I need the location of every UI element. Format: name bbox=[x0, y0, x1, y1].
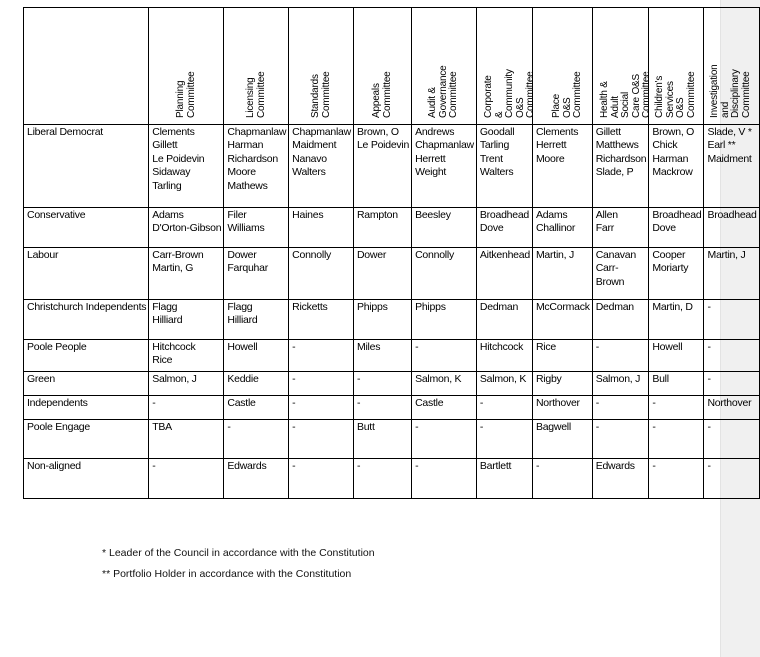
member-cell bbox=[704, 340, 759, 372]
member-name: Maidment bbox=[292, 139, 337, 152]
member-name: Howell bbox=[652, 341, 683, 353]
member-name: - bbox=[152, 397, 156, 409]
member-cell bbox=[289, 396, 354, 420]
member-name: Phipps bbox=[356, 301, 388, 313]
member-name: Mackrow bbox=[652, 166, 693, 179]
member-name: Slade, P bbox=[595, 166, 634, 179]
party-group-cell: Poole Engage bbox=[24, 420, 149, 459]
member-cell bbox=[704, 396, 759, 420]
member-name: Harman bbox=[227, 139, 264, 152]
member-name: Phipps bbox=[415, 301, 446, 313]
member-name: Broadhead bbox=[707, 209, 757, 221]
member-name: Salmon, J bbox=[595, 373, 641, 385]
member-name: - bbox=[415, 460, 419, 472]
member-name: Flagg bbox=[152, 301, 178, 313]
member-cell bbox=[532, 300, 592, 340]
member-name: Matthews bbox=[595, 139, 639, 152]
member-cell bbox=[149, 208, 224, 248]
member-name: Herrett bbox=[415, 152, 446, 165]
member-name: - bbox=[535, 460, 540, 472]
member-name: - bbox=[292, 341, 296, 353]
member-name: Butt bbox=[356, 421, 375, 433]
member-cell bbox=[149, 340, 224, 372]
table-row bbox=[24, 340, 760, 372]
member-cell bbox=[476, 248, 532, 300]
member-cell bbox=[289, 300, 354, 340]
member-name: Northover bbox=[707, 397, 752, 409]
member-name: Slade, V * bbox=[707, 126, 752, 138]
member-name: Bull bbox=[652, 373, 669, 385]
member-cell bbox=[649, 459, 704, 499]
member-name: Herrett bbox=[535, 139, 567, 152]
member-cell bbox=[289, 248, 354, 300]
footnote-portfolio-holder: ** Portfolio Holder in accordance with the Constitution bbox=[102, 568, 352, 580]
party-group-cell: Poole People bbox=[24, 340, 149, 372]
member-cell bbox=[592, 396, 649, 420]
member-name: Broadhead bbox=[652, 209, 702, 221]
member-cell bbox=[412, 459, 477, 499]
member-name: - bbox=[707, 373, 711, 385]
member-name: Salmon, K bbox=[479, 373, 527, 385]
member-name: Challinor bbox=[535, 222, 576, 235]
member-cell bbox=[224, 340, 289, 372]
member-name: Moriarty bbox=[652, 262, 689, 275]
member-name: Connolly bbox=[292, 249, 332, 261]
member-name: Miles bbox=[356, 341, 381, 353]
member-name: Dove bbox=[479, 222, 504, 235]
party-group-cell: Liberal Democrat bbox=[24, 125, 149, 208]
member-cell bbox=[224, 208, 289, 248]
member-name: Bartlett bbox=[479, 460, 512, 472]
member-name: - bbox=[479, 397, 484, 409]
member-name: Tarling bbox=[479, 139, 510, 152]
member-name: - bbox=[356, 460, 361, 472]
member-name: Adams bbox=[152, 209, 184, 221]
member-name: Goodall bbox=[479, 126, 515, 138]
member-name: Martin, G bbox=[152, 262, 194, 275]
party-group-cell: Independents bbox=[24, 396, 149, 420]
party-group-cell: Conservative bbox=[24, 208, 149, 248]
member-name: Northover bbox=[535, 397, 580, 409]
member-name: Rampton bbox=[356, 209, 398, 221]
member-name: Canavan bbox=[595, 249, 636, 261]
member-cell bbox=[649, 125, 704, 208]
member-cell bbox=[592, 420, 649, 459]
member-name: TBA bbox=[152, 421, 172, 433]
member-name: Dower bbox=[356, 249, 387, 261]
member-name: - bbox=[356, 373, 361, 385]
member-name: Martin, D bbox=[652, 301, 693, 313]
member-name: Mathews bbox=[227, 179, 268, 192]
member-cell bbox=[289, 372, 354, 396]
member-name: Howell bbox=[227, 341, 258, 353]
member-name: Sidaway bbox=[152, 166, 191, 179]
member-name: Dove bbox=[652, 222, 676, 235]
committee-name: Health & Adult Social Care O&S Committee bbox=[598, 71, 652, 118]
member-cell bbox=[592, 125, 649, 208]
member-name: - bbox=[595, 421, 599, 433]
member-name: D'Orton-Gibson bbox=[152, 222, 222, 235]
member-name: Moore bbox=[535, 152, 565, 165]
party-group-cell: Labour bbox=[24, 248, 149, 300]
member-cell bbox=[532, 396, 592, 420]
member-name: Bagwell bbox=[535, 421, 571, 433]
member-name: Chick bbox=[652, 139, 678, 152]
member-name: - bbox=[152, 460, 156, 472]
member-cell bbox=[532, 420, 592, 459]
member-cell bbox=[704, 208, 759, 248]
member-name: Adams bbox=[535, 209, 568, 221]
member-cell bbox=[353, 396, 411, 420]
member-cell bbox=[289, 125, 354, 208]
member-cell bbox=[704, 300, 759, 340]
member-cell bbox=[649, 340, 704, 372]
member-name: Chapmanlaw bbox=[415, 139, 474, 152]
member-name: Chapmanlaw bbox=[292, 126, 351, 138]
member-cell bbox=[476, 459, 532, 499]
committee-name: Appeals Committee bbox=[370, 71, 393, 118]
member-name: - bbox=[356, 397, 361, 409]
member-cell bbox=[224, 420, 289, 459]
member-cell bbox=[412, 300, 477, 340]
header-row bbox=[24, 8, 760, 125]
member-name: Clements bbox=[152, 126, 195, 138]
member-name: Cooper bbox=[652, 249, 686, 261]
member-name: Gillett bbox=[595, 126, 621, 138]
member-cell bbox=[532, 248, 592, 300]
member-cell bbox=[353, 420, 411, 459]
member-cell bbox=[353, 125, 411, 208]
committee-name: Licensing Committee bbox=[245, 71, 267, 118]
committee-header-cell bbox=[532, 8, 592, 125]
committee-header-cell bbox=[412, 8, 477, 125]
member-name: Flagg bbox=[227, 301, 253, 313]
member-cell bbox=[592, 372, 649, 396]
header-corner-cell bbox=[24, 8, 149, 125]
committee-header-cell bbox=[704, 8, 759, 125]
member-name: Andrews bbox=[415, 126, 455, 138]
table-row bbox=[24, 420, 760, 459]
member-cell bbox=[592, 208, 649, 248]
member-name: Allen bbox=[595, 209, 618, 221]
member-name: Filer bbox=[227, 209, 247, 221]
member-name: Trent bbox=[479, 152, 503, 165]
member-cell bbox=[649, 420, 704, 459]
member-name: Rigby bbox=[535, 373, 562, 385]
member-cell bbox=[649, 248, 704, 300]
member-cell bbox=[412, 372, 477, 396]
member-name: Richardson bbox=[595, 152, 647, 165]
member-cell bbox=[592, 459, 649, 499]
member-cell bbox=[224, 125, 289, 208]
party-group-cell: Non-aligned bbox=[24, 459, 149, 499]
member-cell bbox=[412, 340, 477, 372]
member-name: Edwards bbox=[227, 460, 267, 472]
member-name: Earl ** bbox=[707, 139, 736, 152]
member-cell bbox=[149, 459, 224, 499]
member-name: - bbox=[707, 301, 711, 313]
member-cell bbox=[592, 340, 649, 372]
member-cell bbox=[412, 420, 477, 459]
member-cell bbox=[476, 340, 532, 372]
member-name: Dedman bbox=[595, 301, 634, 313]
committee-header-cell bbox=[149, 8, 224, 125]
member-name: - bbox=[652, 397, 656, 409]
member-name: - bbox=[707, 421, 711, 433]
member-name: Tarling bbox=[152, 179, 182, 192]
committee-header-cell bbox=[649, 8, 704, 125]
member-name: Dedman bbox=[479, 301, 519, 313]
member-cell bbox=[649, 300, 704, 340]
member-cell bbox=[353, 300, 411, 340]
member-name: - bbox=[652, 421, 656, 433]
member-name: Salmon, J bbox=[152, 373, 197, 385]
committee-header-cell bbox=[353, 8, 411, 125]
member-name: - bbox=[292, 397, 296, 409]
member-cell bbox=[149, 125, 224, 208]
table-row bbox=[24, 300, 760, 340]
member-cell bbox=[532, 459, 592, 499]
member-cell bbox=[649, 208, 704, 248]
committee-name: Audit & Governance Committee bbox=[427, 65, 460, 118]
member-name: - bbox=[707, 460, 711, 472]
member-cell bbox=[149, 396, 224, 420]
member-name: Walters bbox=[479, 166, 514, 179]
member-cell bbox=[649, 372, 704, 396]
member-name: Le Poidevin bbox=[152, 152, 205, 165]
member-name: Castle bbox=[415, 397, 444, 409]
member-cell bbox=[476, 300, 532, 340]
member-cell bbox=[289, 208, 354, 248]
footnote-leader: * Leader of the Council in accordance with the Constitution bbox=[102, 547, 375, 559]
member-cell bbox=[224, 248, 289, 300]
member-name: Farr bbox=[595, 222, 614, 235]
member-name: Walters bbox=[292, 166, 326, 179]
member-cell bbox=[353, 248, 411, 300]
member-cell bbox=[532, 340, 592, 372]
member-name: Carr-Brown bbox=[152, 249, 204, 261]
member-name: - bbox=[479, 421, 484, 433]
member-cell bbox=[412, 125, 477, 208]
member-name: Richardson bbox=[227, 152, 278, 165]
member-name: Rice bbox=[152, 354, 173, 367]
member-name: Brown, O bbox=[356, 126, 399, 138]
committee-header-cell bbox=[476, 8, 536, 125]
member-cell bbox=[532, 208, 592, 248]
member-name: - bbox=[292, 373, 296, 385]
member-name: Chapmanlaw bbox=[227, 126, 287, 138]
committee-membership-table bbox=[23, 7, 760, 499]
table-row bbox=[24, 459, 760, 499]
member-cell bbox=[532, 125, 592, 208]
committee-header-cell bbox=[592, 8, 652, 125]
committee-name: Children's Services O&S Committee bbox=[654, 71, 697, 118]
member-name: Brown, O bbox=[652, 126, 695, 138]
member-name: Keddie bbox=[227, 373, 259, 385]
member-cell bbox=[704, 248, 759, 300]
table-row bbox=[24, 372, 760, 396]
member-name: Hitchcock bbox=[479, 341, 524, 353]
member-cell bbox=[704, 420, 759, 459]
member-name: - bbox=[707, 341, 711, 353]
member-name: Weight bbox=[415, 166, 447, 179]
member-name: - bbox=[415, 421, 419, 433]
member-cell bbox=[592, 300, 649, 340]
member-name: Gillett bbox=[152, 139, 178, 152]
member-cell bbox=[704, 459, 759, 499]
member-name: Edwards bbox=[595, 460, 635, 472]
member-cell bbox=[592, 248, 649, 300]
member-name: - bbox=[227, 421, 231, 433]
member-cell bbox=[289, 340, 354, 372]
member-name: Hitchcock bbox=[152, 341, 196, 353]
member-name: Williams bbox=[227, 222, 265, 235]
member-cell bbox=[649, 396, 704, 420]
footnotes bbox=[102, 546, 375, 588]
table-row bbox=[24, 396, 760, 420]
member-cell bbox=[412, 396, 477, 420]
committee-header-cell bbox=[289, 8, 354, 125]
member-name: Harman bbox=[652, 152, 689, 165]
committee-name: Place O&S Committee bbox=[550, 71, 583, 118]
member-cell bbox=[476, 208, 532, 248]
member-name: Castle bbox=[227, 397, 256, 409]
member-cell bbox=[476, 420, 532, 459]
member-cell bbox=[476, 125, 532, 208]
member-cell bbox=[412, 208, 477, 248]
member-name: - bbox=[292, 460, 296, 472]
committee-name: Investigation and Disciplinary Committee bbox=[709, 64, 752, 118]
member-cell bbox=[289, 420, 354, 459]
table-row bbox=[24, 125, 760, 208]
member-cell bbox=[149, 300, 224, 340]
party-group-cell: Green bbox=[24, 372, 149, 396]
committee-name: Planning Committee bbox=[175, 71, 197, 118]
member-cell bbox=[149, 248, 224, 300]
member-cell bbox=[704, 372, 759, 396]
member-cell bbox=[412, 248, 477, 300]
member-cell bbox=[289, 459, 354, 499]
member-cell bbox=[704, 125, 759, 208]
committee-header-cell bbox=[224, 8, 289, 125]
member-cell bbox=[476, 396, 532, 420]
table-row bbox=[24, 208, 760, 248]
member-name: Aitkenhead bbox=[479, 249, 530, 261]
member-cell bbox=[149, 372, 224, 396]
member-name: Brown bbox=[595, 275, 625, 288]
member-name: Rice bbox=[535, 341, 556, 353]
member-cell bbox=[353, 208, 411, 248]
member-name: - bbox=[595, 397, 599, 409]
member-name: Maidment bbox=[707, 152, 752, 165]
member-name: Carr- bbox=[595, 262, 619, 275]
member-cell bbox=[224, 396, 289, 420]
member-cell bbox=[353, 372, 411, 396]
member-name: - bbox=[292, 421, 296, 433]
member-name: Clements bbox=[535, 126, 579, 138]
member-name: Ricketts bbox=[292, 301, 328, 313]
member-name: Farquhar bbox=[227, 262, 268, 275]
member-cell bbox=[224, 459, 289, 499]
member-name: - bbox=[652, 460, 656, 472]
table-row bbox=[24, 248, 760, 300]
member-name: - bbox=[595, 341, 599, 353]
member-name: Broadhead bbox=[479, 209, 530, 221]
member-cell bbox=[353, 340, 411, 372]
member-name: Martin, J bbox=[707, 249, 746, 261]
committee-name: Corporate & Community O&S Committee bbox=[482, 69, 536, 118]
member-name: - bbox=[415, 341, 419, 353]
member-cell bbox=[224, 300, 289, 340]
member-name: Dower bbox=[227, 249, 257, 261]
member-name: McCormack bbox=[535, 301, 590, 313]
member-cell bbox=[532, 372, 592, 396]
member-name: Hilliard bbox=[152, 314, 183, 327]
member-name: Le Poidevin bbox=[356, 139, 410, 152]
member-name: Hilliard bbox=[227, 314, 258, 327]
member-name: Nanavo bbox=[292, 152, 327, 165]
member-name: Beesley bbox=[415, 209, 451, 221]
member-name: Martin, J bbox=[535, 249, 574, 261]
member-cell bbox=[149, 420, 224, 459]
member-cell bbox=[224, 372, 289, 396]
member-name: Haines bbox=[292, 209, 324, 221]
member-name: Connolly bbox=[415, 249, 454, 261]
member-cell bbox=[353, 459, 411, 499]
member-cell bbox=[476, 372, 532, 396]
member-name: Moore bbox=[227, 166, 256, 179]
member-name: Salmon, K bbox=[415, 373, 462, 385]
party-group-cell: Christchurch Independents bbox=[24, 300, 149, 340]
committee-name: Standards Committee bbox=[310, 71, 332, 118]
